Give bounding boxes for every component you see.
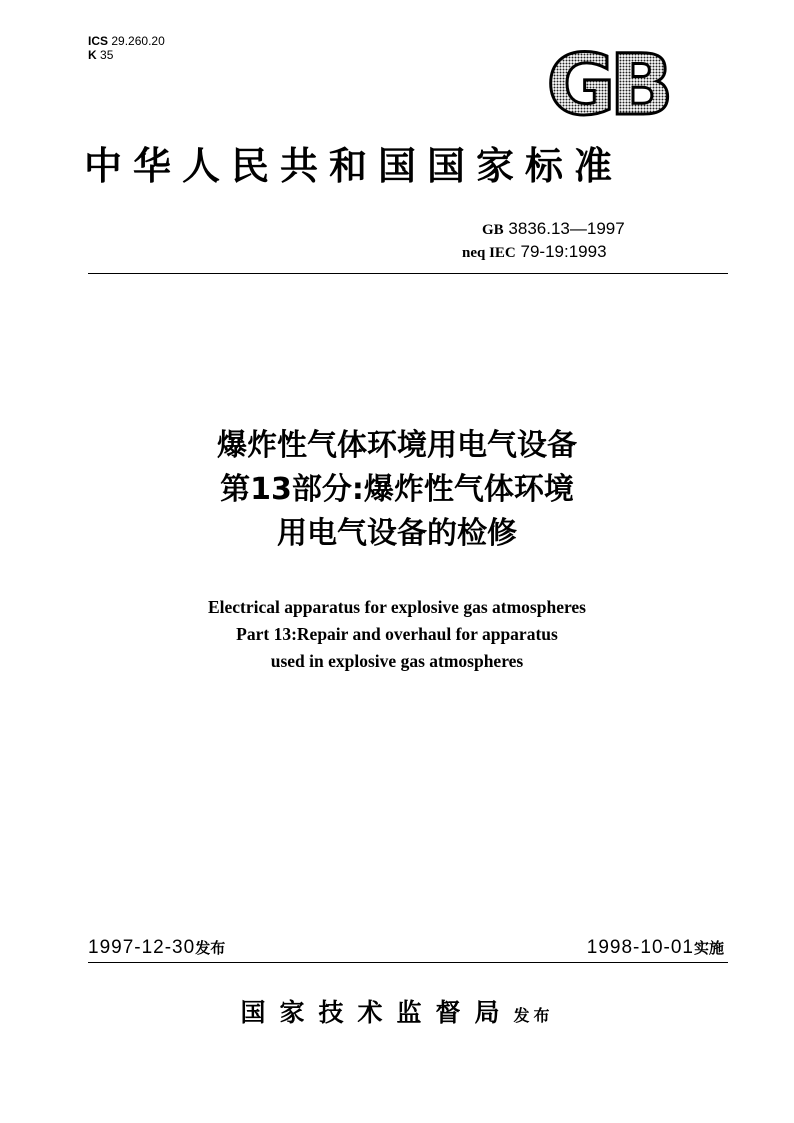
class-value: 35	[100, 48, 114, 62]
issue-date-suffix: 发布	[195, 939, 226, 957]
effective-date	[587, 937, 724, 959]
standard-code-block	[440, 218, 700, 264]
issue-date-value: 1997-12-30	[88, 937, 196, 958]
bottom-divider	[88, 962, 728, 963]
chinese-title-line-2: 第13部分:爆炸性气体环境	[220, 472, 574, 507]
gb-logo	[538, 44, 676, 122]
chinese-title	[0, 424, 794, 556]
chinese-title-line-1: 爆炸性气体环境用电气设备	[217, 428, 577, 463]
ics-line	[88, 34, 165, 48]
issuer-suffix: 发布	[513, 1006, 554, 1025]
english-title-line-3: used in explosive gas atmospheres	[270, 651, 524, 671]
equivalence-line	[440, 241, 700, 264]
equivalence-number: 79-19:1993	[520, 242, 607, 261]
english-title-line-1: Electrical apparatus for explosive gas atmospheres	[207, 597, 586, 617]
standard-prefix: GB	[482, 222, 504, 238]
issuing-authority	[0, 995, 794, 1034]
english-title	[0, 594, 794, 675]
issuer-name: 国家技术监督局	[240, 998, 514, 1027]
chinese-title-line-3: 用电气设备的检修	[277, 516, 517, 551]
standard-number: 3836.13—1997	[508, 219, 625, 238]
organization-title: 中华人民共和国国家标准	[84, 144, 624, 188]
class-line	[88, 48, 165, 62]
gb-logo-text: GB	[546, 44, 668, 122]
equivalence-prefix: neq IEC	[462, 245, 516, 261]
class-label: K	[88, 48, 97, 62]
english-title-line-2: Part 13:Repair and overhaul for apparatus	[236, 624, 558, 644]
ics-label: ICS	[88, 34, 109, 48]
top-divider	[88, 273, 728, 274]
ics-value: 29.260.20	[111, 34, 165, 48]
issue-date	[88, 937, 225, 959]
standard-number-line	[440, 218, 700, 241]
effective-date-value: 1998-10-01	[586, 937, 694, 958]
classification-block	[88, 34, 165, 62]
effective-date-suffix: 实施	[693, 939, 724, 957]
